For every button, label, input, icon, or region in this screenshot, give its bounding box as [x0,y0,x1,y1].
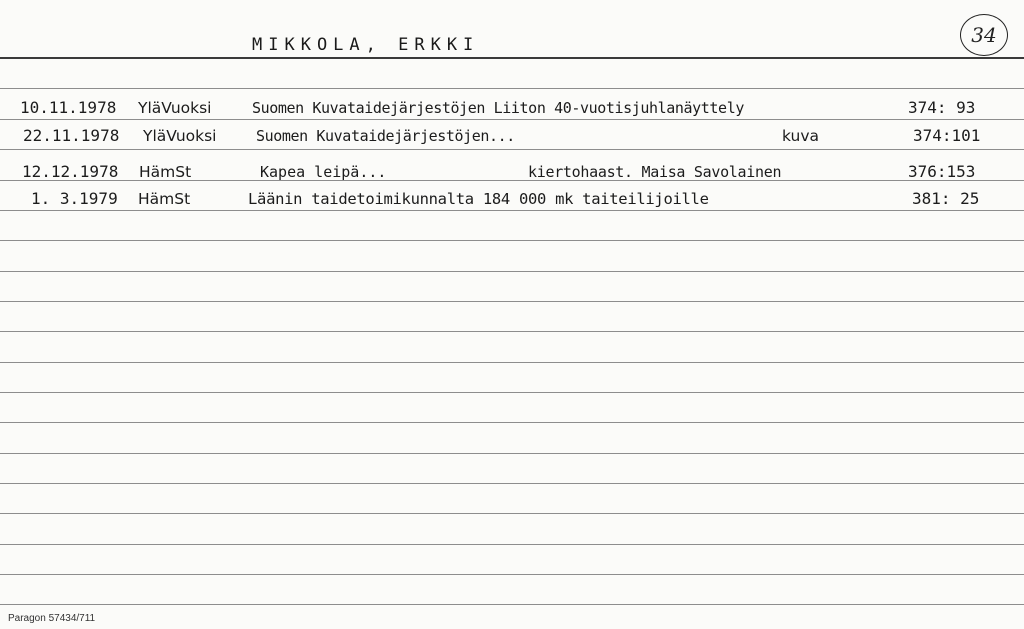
entry-note: kuva [782,127,819,145]
entry-date: 12.12.1978 [22,162,119,181]
ruled-line [0,271,1024,272]
ruled-line [0,210,1024,211]
ruled-line [0,483,1024,484]
card-number-circle [960,14,1008,56]
entry-source: HämSt [139,163,192,181]
entry-source: HämSt [138,190,191,208]
entry-ref: 381: 25 [912,189,980,208]
entry-text: Kapea leipä... [260,163,387,181]
entry-ref: 376:153 [908,162,976,181]
ruled-line [0,119,1024,120]
card-footer: Paragon 57434/711 [8,613,96,624]
ruled-line [0,301,1024,302]
ruled-line [0,88,1024,89]
entry-text: Suomen Kuvataidejärjestöjen Liiton 40-vuotisjuhlanäyttely [252,99,744,117]
entry-text: Suomen Kuvataidejärjestöjen... [256,127,515,145]
ruled-line [0,513,1024,514]
ruled-line [0,453,1024,454]
ruled-line [0,149,1024,150]
entry-text: Läänin taidetoimikunnalta 184 000 mk taiteilijoille [248,190,709,208]
ruled-line [0,331,1024,332]
card-number: 34 [971,23,997,47]
entry-note: kiertohaast. Maisa Savolainen [528,163,782,181]
entry-ref: 374: 93 [908,98,976,117]
ruled-line [0,240,1024,241]
ruled-line [0,544,1024,545]
card-title: MIKKOLA, ERKKI [252,35,480,55]
header-rule [0,57,1024,59]
entry-date: 10.11.1978 [20,98,117,117]
ruled-line [0,362,1024,363]
ruled-line [0,604,1024,605]
entry-source: YläVuoksi [143,127,217,145]
entry-ref: 374:101 [913,126,981,145]
entry-date: 22.11.1978 [23,126,120,145]
ruled-line [0,422,1024,423]
ruled-line [0,574,1024,575]
ruled-line [0,392,1024,393]
entry-date: 1. 3.1979 [31,189,118,208]
entry-source: YläVuoksi [138,99,212,117]
